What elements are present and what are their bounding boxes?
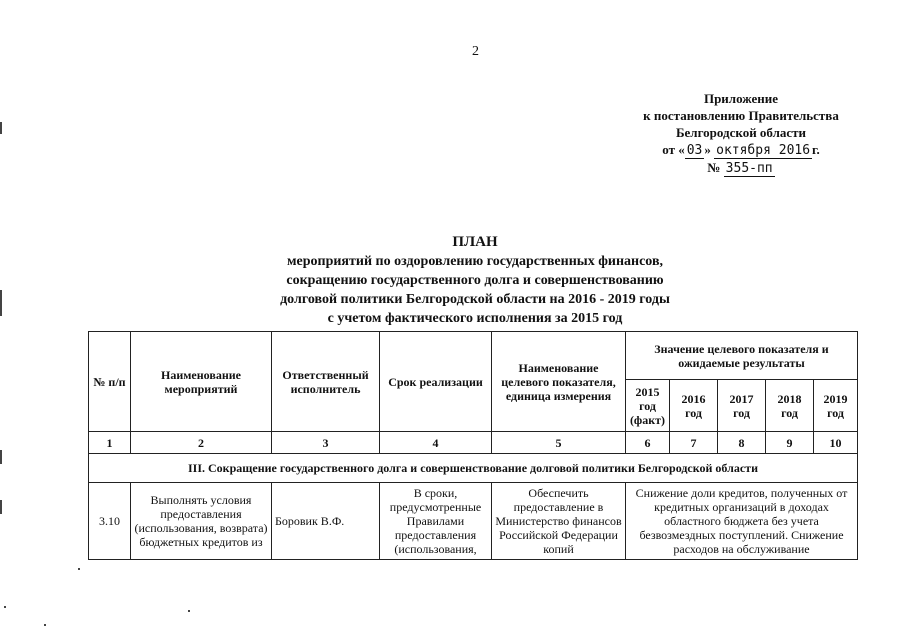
appendix-block [610,90,872,177]
date-month: октября 2016 [716,143,811,158]
column-number-row [89,432,858,454]
scan-speck [4,606,6,608]
column-number: 9 [766,432,814,454]
scan-speck [78,568,80,570]
row-results: Снижение доли кредитов, полученных от кредитных организаций в доходах областного бюджета без учета безвозмездных поступлений. Снижение расходов на обслуживание [626,483,858,560]
date-mid: » [704,142,711,157]
column-number: 7 [670,432,718,454]
header-responsible: Ответственный исполнитель [272,332,380,432]
scan-speck [188,610,190,612]
column-number: 10 [814,432,858,454]
header-2016: 2016 год [670,380,718,432]
appendix-title: Приложение [703,91,779,106]
column-number: 2 [131,432,272,454]
plan-table [88,331,858,560]
plan-subtitle-2: сокращению государственного долга и совершенствованию [286,273,664,288]
scan-edge-mark [0,122,2,134]
scan-edge-mark [0,450,2,464]
page-number: 2 [472,44,479,59]
date-day: 03 [686,143,703,158]
row-responsible: Боровик В.Ф. [272,483,380,560]
plan-subtitle-1: мероприятий по оздоровлению государственных финансов, [286,254,664,269]
column-number: 8 [718,432,766,454]
date-suffix: г. [812,142,820,157]
row-indicator: Обеспечить предоставление в Министерство финансов Российской Федерации копий [492,483,626,560]
date-prefix: от « [662,142,685,157]
appendix-line-resolution: к постановлению Правительства [643,108,839,123]
plan-subtitle-4: с учетом фактического исполнения за 2015 год [327,311,623,326]
appendix-date [610,141,872,159]
column-number: 6 [626,432,670,454]
row-term: В сроки, предусмотренные Правилами предоставления (использования, [380,483,492,560]
header-num: № п/п [89,332,131,432]
column-number: 5 [492,432,626,454]
header-values-group: Значение целевого показателя и ожидаемые результаты [626,332,858,380]
number-value: 355-пп [725,161,773,176]
row-name: Выполнять условия предоставления (использования, возврата) бюджетных кредитов из [131,483,272,560]
section-heading: III. Сокращение государственного долга и совершенствование долговой политики Белгородской области [89,454,858,483]
header-name: Наименование мероприятий [131,332,272,432]
header-2015: 2015 год (факт) [626,380,670,432]
appendix-line-region: Белгородской области [675,125,807,140]
appendix-number [610,159,872,177]
header-indicator: Наименование целевого показателя, единица измерения [492,332,626,432]
plan-title-block [220,233,730,328]
column-number: 3 [272,432,380,454]
section-row [89,454,858,483]
header-2017: 2017 год [718,380,766,432]
scan-edge-mark [0,290,2,316]
scan-edge-mark [0,500,2,514]
table-row [89,483,858,560]
column-number: 4 [380,432,492,454]
number-prefix: № [707,160,721,175]
row-num: 3.10 [89,483,131,560]
scan-speck [44,624,46,626]
column-number: 1 [89,432,131,454]
plan-title: ПЛАН [452,234,498,250]
header-term: Срок реализации [380,332,492,432]
header-2019: 2019 год [814,380,858,432]
header-2018: 2018 год [766,380,814,432]
plan-subtitle-3: долговой политики Белгородской области на 2016 - 2019 годы [280,292,670,307]
